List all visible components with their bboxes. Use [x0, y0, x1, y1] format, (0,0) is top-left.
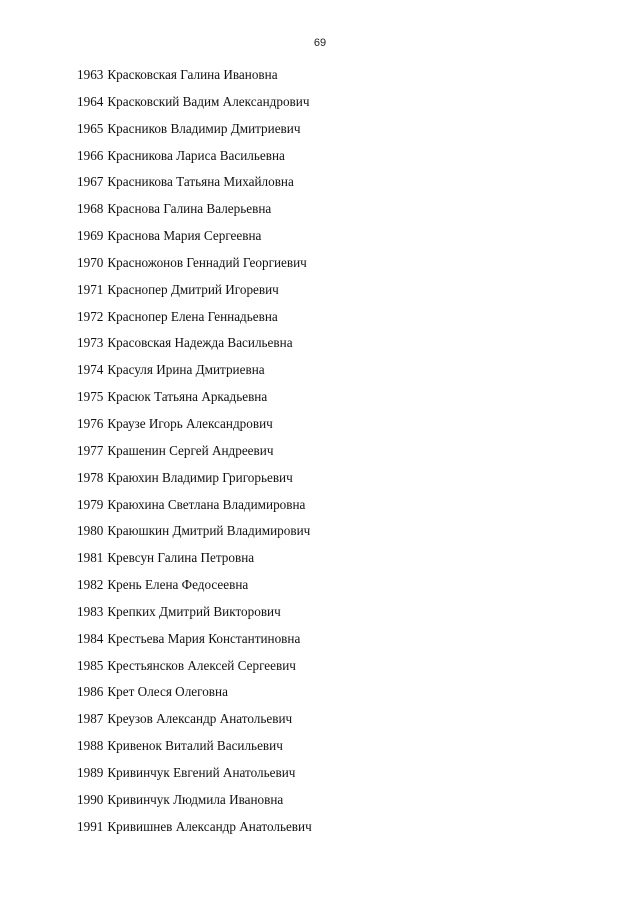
entry-name: Красуля Ирина Дмитриевна	[107, 362, 265, 378]
list-item	[77, 787, 312, 814]
list-item	[77, 599, 312, 626]
list-item	[77, 518, 312, 545]
entry-number: 1976	[77, 415, 104, 431]
entry-name: Краснопер Дмитрий Игоревич	[107, 281, 279, 297]
entry-number: 1963	[77, 67, 104, 82]
entry-number: 1966	[77, 147, 104, 163]
list-item	[77, 411, 312, 438]
entry-name: Крет Олеся Олеговна	[107, 684, 228, 700]
list-item	[77, 814, 312, 841]
entry-name: Крестьева Мария Константиновна	[107, 630, 301, 646]
list-item	[77, 653, 312, 680]
entry-number: 1969	[77, 228, 104, 244]
list-item	[77, 304, 312, 331]
entry-number: 1964	[77, 93, 104, 109]
entry-name: Кривенок Виталий Васильевич	[107, 738, 283, 754]
entry-name: Краснова Мария Сергеевна	[107, 228, 262, 244]
entry-number: 1967	[77, 174, 104, 190]
entry-name: Красюк Татьяна Аркадьевна	[107, 389, 268, 405]
list-item	[77, 196, 312, 223]
entry-list	[77, 62, 312, 840]
entry-number: 1982	[77, 577, 104, 593]
list-item	[77, 545, 312, 572]
entry-number: 1972	[77, 308, 104, 324]
entry-name: Крестьянсков Алексей Сергеевич	[107, 657, 296, 673]
entry-number: 1975	[77, 389, 104, 405]
entry-name: Краюхин Владимир Григорьевич	[107, 469, 293, 485]
list-item	[77, 626, 312, 653]
list-item	[77, 679, 312, 706]
list-item	[77, 733, 312, 760]
list-item	[77, 492, 312, 519]
list-item	[77, 169, 312, 196]
entry-name: Крашенин Сергей Андреевич	[107, 442, 274, 458]
entry-name: Крень Елена Федосеевна	[107, 577, 249, 593]
entry-number: 1989	[77, 764, 104, 780]
entry-number: 1973	[77, 335, 104, 351]
entry-name: Краснова Галина Валерьевна	[107, 201, 272, 217]
entry-number: 1986	[77, 684, 104, 700]
list-item	[77, 116, 312, 143]
list-item	[77, 143, 312, 170]
list-item	[77, 277, 312, 304]
entry-name: Красникова Лариса Васильевна	[107, 147, 285, 163]
entry-name: Крепких Дмитрий Викторович	[107, 603, 281, 619]
entry-name: Кривишнев Александр Анатольевич	[107, 818, 312, 834]
list-item	[77, 438, 312, 465]
list-item	[77, 384, 312, 411]
entry-name: Красковский Вадим Александрович	[107, 93, 310, 109]
list-item	[77, 760, 312, 787]
list-item	[77, 62, 312, 89]
entry-name: Красовская Надежда Васильевна	[107, 335, 293, 351]
entry-name: Краснопер Елена Геннадьевна	[107, 308, 278, 324]
entry-name: Краюхина Светлана Владимировна	[107, 496, 306, 512]
list-item	[77, 223, 312, 250]
entry-number: 1990	[77, 791, 104, 807]
entry-name: Красникова Татьяна Михайловна	[107, 174, 294, 190]
entry-number: 1984	[77, 630, 104, 646]
entry-number: 1988	[77, 738, 104, 754]
entry-name: Красножонов Геннадий Георгиевич	[107, 254, 307, 270]
list-item	[77, 572, 312, 599]
entry-number: 1985	[77, 657, 104, 673]
list-item	[77, 250, 312, 277]
entry-name: Краюшкин Дмитрий Владимирович	[107, 523, 311, 539]
list-item	[77, 706, 312, 733]
entry-number: 1974	[77, 362, 104, 378]
entry-number: 1977	[77, 442, 104, 458]
entry-name: Краузе Игорь Александрович	[107, 415, 273, 431]
entry-number: 1965	[77, 120, 104, 136]
entry-number: 1983	[77, 603, 104, 619]
entry-number: 1978	[77, 469, 104, 485]
entry-number: 1987	[77, 711, 104, 727]
entry-name: Красковская Галина Ивановна	[107, 67, 278, 82]
entry-name: Кривинчук Людмила Ивановна	[107, 791, 284, 807]
entry-number: 1970	[77, 254, 104, 270]
entry-name: Креузов Александр Анатольевич	[107, 711, 293, 727]
entry-name: Кривинчук Евгений Анатольевич	[107, 764, 296, 780]
list-item	[77, 357, 312, 384]
entry-number: 1968	[77, 201, 104, 217]
entry-name: Кревсун Галина Петровна	[107, 550, 255, 566]
entry-number: 1981	[77, 550, 104, 566]
entry-number: 1980	[77, 523, 104, 539]
list-item	[77, 465, 312, 492]
entry-number: 1979	[77, 496, 104, 512]
entry-name: Красников Владимир Дмитриевич	[107, 120, 301, 136]
page-number: 69	[313, 37, 327, 49]
entry-number: 1991	[77, 818, 104, 834]
entry-number: 1971	[77, 281, 104, 297]
list-item	[77, 89, 312, 116]
list-item	[77, 330, 312, 357]
